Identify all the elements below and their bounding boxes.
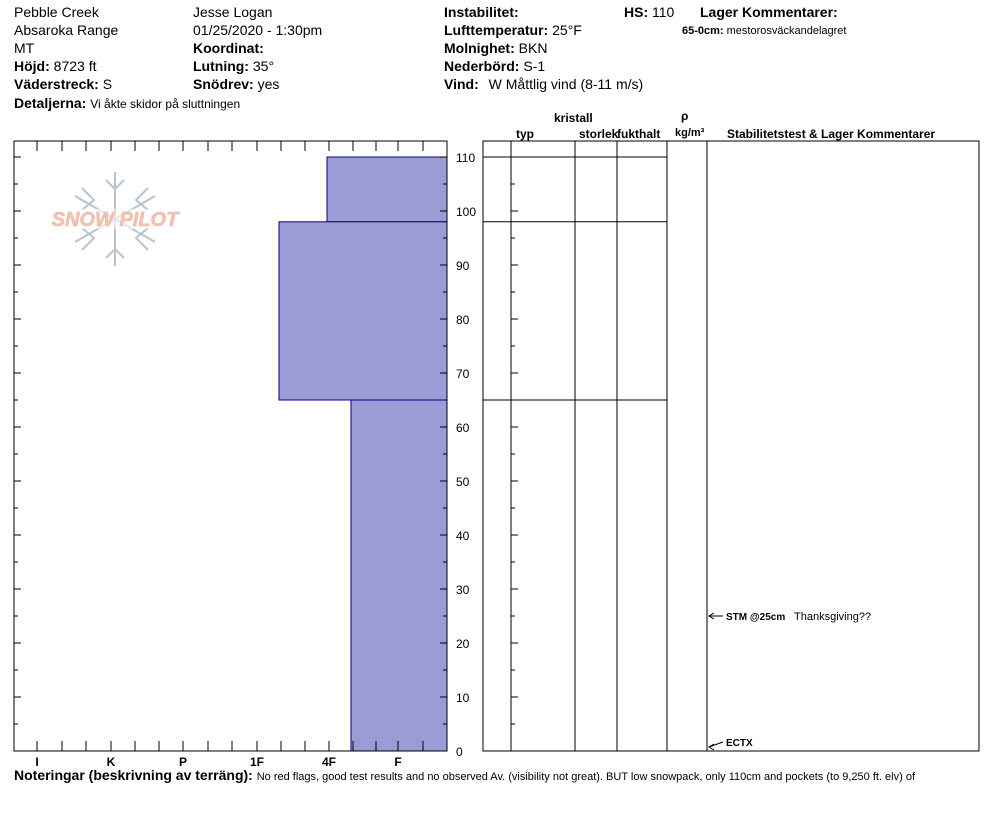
test-label-0: STM @25cm: [726, 612, 786, 623]
snow-pilot-logo: [40, 172, 192, 266]
hardness-layer-2: [351, 400, 447, 751]
notes-label: Noteringar (beskrivning av terräng):: [14, 767, 253, 783]
test-label-1: ECTX: [726, 738, 753, 749]
hardness-tick-label: P: [178, 755, 188, 769]
observation-datetime: 01/25/2020 - 1:30pm: [193, 22, 323, 38]
wind-value: W Måttlig vind (8-11 m/s): [488, 76, 644, 92]
column-size: storlek: [579, 127, 619, 141]
details-label: Detaljerna:: [14, 95, 87, 111]
airtemp-label: Lufttemperatur:: [444, 22, 549, 38]
column-stability: Stabilitetstest & Lager Kommentarer: [727, 127, 936, 141]
wind-label: Vind:: [444, 76, 479, 92]
layer-comments-label: Lager Kommentarer:: [700, 4, 838, 20]
depth-tick-label: 50: [456, 475, 470, 489]
cloud-label: Molnighet:: [444, 40, 515, 56]
state: MT: [14, 40, 35, 56]
cloud-value: BKN: [518, 40, 548, 56]
drift-label: Snödrev:: [193, 76, 254, 92]
hardness-tick-label: 4F: [321, 755, 337, 769]
depth-tick-label: 30: [456, 583, 470, 597]
hs-label: HS:: [624, 4, 649, 20]
elevation-label: Höjd:: [14, 58, 50, 74]
depth-tick-label: 110: [456, 151, 476, 165]
column-moisture: fukthalt: [617, 127, 661, 141]
depth-tick-label: 10: [456, 691, 470, 705]
depth-tick-label: 20: [456, 637, 470, 651]
slope-value: 35°: [252, 58, 275, 74]
location-name: Pebble Creek: [14, 4, 99, 20]
column-crystal: kristall: [554, 111, 593, 125]
airtemp-value: 25°F: [552, 22, 582, 38]
depth-tick-label: 80: [456, 313, 470, 327]
layer-comment-depth: 65-0cm:: [682, 25, 724, 37]
notes-text: No red flags, good test results and no observed Av. (visibility not great). BUT low snowpack, only 110cm and pockets (to 9,250 ft. elv) of: [256, 771, 916, 783]
column-density-unit: kg/m³: [675, 127, 705, 139]
hs-value: 110: [652, 4, 675, 20]
depth-tick-label: 0: [456, 745, 463, 759]
column-type: typ: [516, 127, 534, 141]
hardness-tick-label: 1F: [249, 755, 265, 769]
hardness-tick-label: I: [35, 755, 39, 769]
observer-name: Jesse Logan: [193, 4, 273, 20]
layer-table-frame: [483, 141, 979, 751]
column-rho: ρ: [681, 109, 689, 123]
notes-row: [14, 767, 915, 785]
hardness-tick-label: F: [394, 755, 402, 769]
precip-value: S-1: [523, 58, 546, 74]
test-arrow-1: [709, 744, 714, 750]
depth-tick-label: 60: [456, 421, 470, 435]
instability-label: Instabilitet:: [444, 4, 519, 20]
precip-label: Nederbörd:: [444, 58, 520, 74]
depth-tick-label: 90: [456, 259, 470, 273]
test-comment-0: Thanksgiving??: [794, 611, 872, 623]
aspect-label: Väderstreck:: [14, 76, 99, 92]
hardness-layer-0: [327, 157, 447, 222]
mountain-range: Absaroka Range: [14, 22, 119, 38]
logo-text: SNOW PILOT: [51, 209, 179, 231]
hardness-tick-label: K: [106, 755, 116, 769]
depth-tick-label: 70: [456, 367, 470, 381]
drift-value: yes: [257, 76, 280, 92]
depth-tick-label: 100: [456, 205, 477, 219]
details-value: Vi åkte skidor på sluttningen: [90, 97, 241, 111]
elevation-value: 8723 ft: [53, 58, 97, 74]
slope-label: Lutning:: [193, 58, 249, 74]
aspect-value: S: [102, 76, 113, 92]
depth-tick-label: 40: [456, 529, 470, 543]
hardness-layer-1: [279, 222, 447, 400]
coordinate-label: Koordinat:: [193, 40, 264, 56]
layer-comment-text: mestorosväckandelagret: [726, 25, 847, 37]
